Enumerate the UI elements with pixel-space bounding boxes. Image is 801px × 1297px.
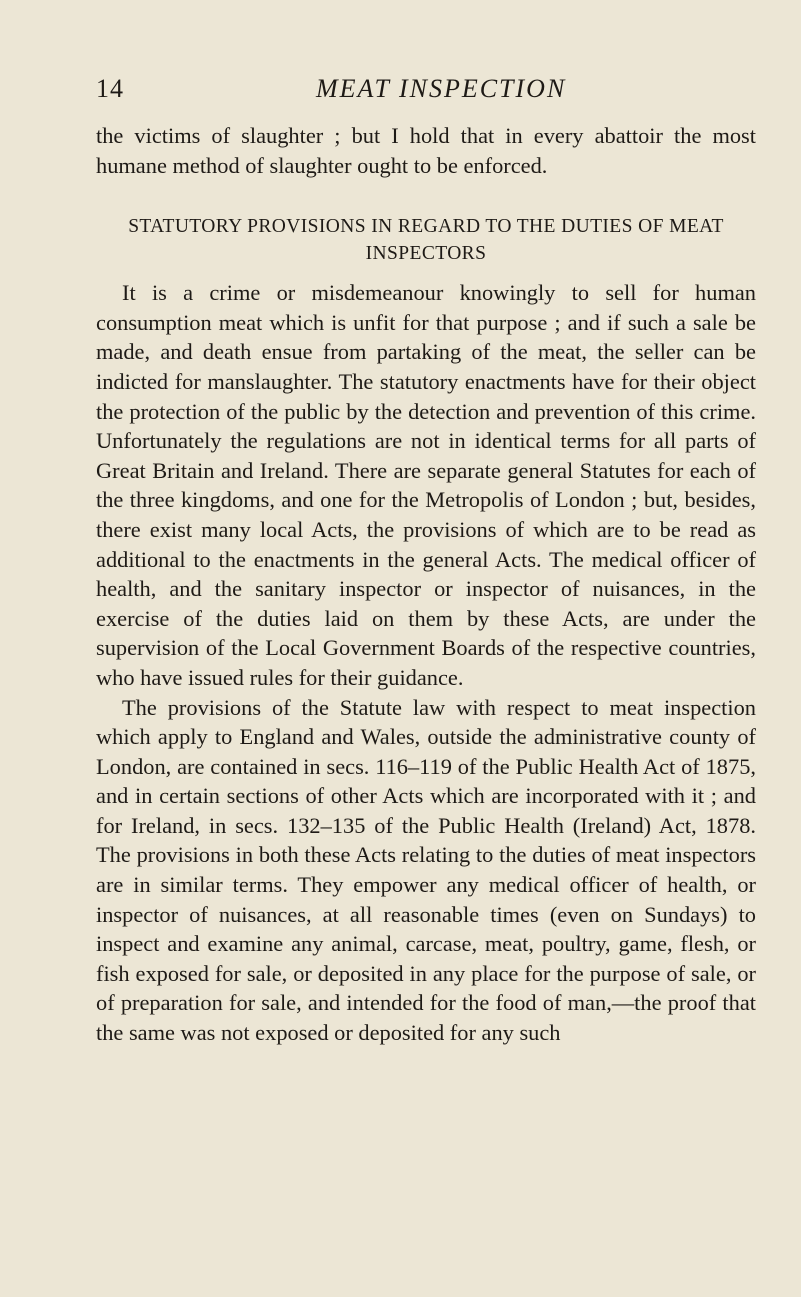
page-body: [96, 121, 756, 1048]
page-number: 14: [96, 74, 124, 103]
paragraph-statute-provisions: The provisions of the Statute law with respect to meat inspection which apply to England and Wales, outside the administrative county of London, are contained in secs. 116–119 of the Public Health Act of 1875, and in certain sections of other Acts which are incorporated with it ; and for Ireland, in secs. 132–135 of the Public Health (Ireland) Act, 1878. The provisions in both these Acts relating to the duties of meat inspectors are in similar terms. They empower any medical officer of health, or inspector of nuisances, at all reasonable times (even on Sundays) to inspect and examine any animal, carcase, meat, poultry, game, flesh, or fish exposed for sale, or deposited in any place for the purpose of sale, or of preparation for sale, and intended for the food of man,—the proof that the same was not exposed or deposited for any such: [96, 694, 756, 1046]
running-head: MEAT INSPECTION: [316, 74, 567, 103]
continued-paragraph: the victims of slaughter ; but I hold that in every abattoir the most humane method of slaughter ought to be enforced.: [96, 123, 756, 178]
paragraph-statutory-intro: It is a crime or misdemeanour knowingly to sell for human consumption meat which is unfit for that purpose ; and if such a sale be made, and death ensue from partaking of the meat, the seller can be indicted for manslaughter. The statutory enactments have for their object the protection of the public by the detection and prevention of this crime. Unfortunately the regulations are not in identical terms for all parts of Great Britain and Ireland. There are separate general Statutes for each of the three kingdoms, and one for the Metropolis of London ; but, besides, there exist many local Acts, the provisions of which are to be read as additional to the enactments in the general Acts. The medical officer of health, and the sanitary inspector or inspector of nuisances, in the exercise of the duties laid on them by these Acts, are under the supervision of the Local Government Boards of the respective countries, who have issued rules for their guidance.: [96, 280, 756, 690]
section-heading: STATUTORY PROVISIONS IN REGARD TO THE DUTIES OF MEAT INSPECTORS: [128, 216, 724, 265]
page-header: [96, 74, 756, 114]
